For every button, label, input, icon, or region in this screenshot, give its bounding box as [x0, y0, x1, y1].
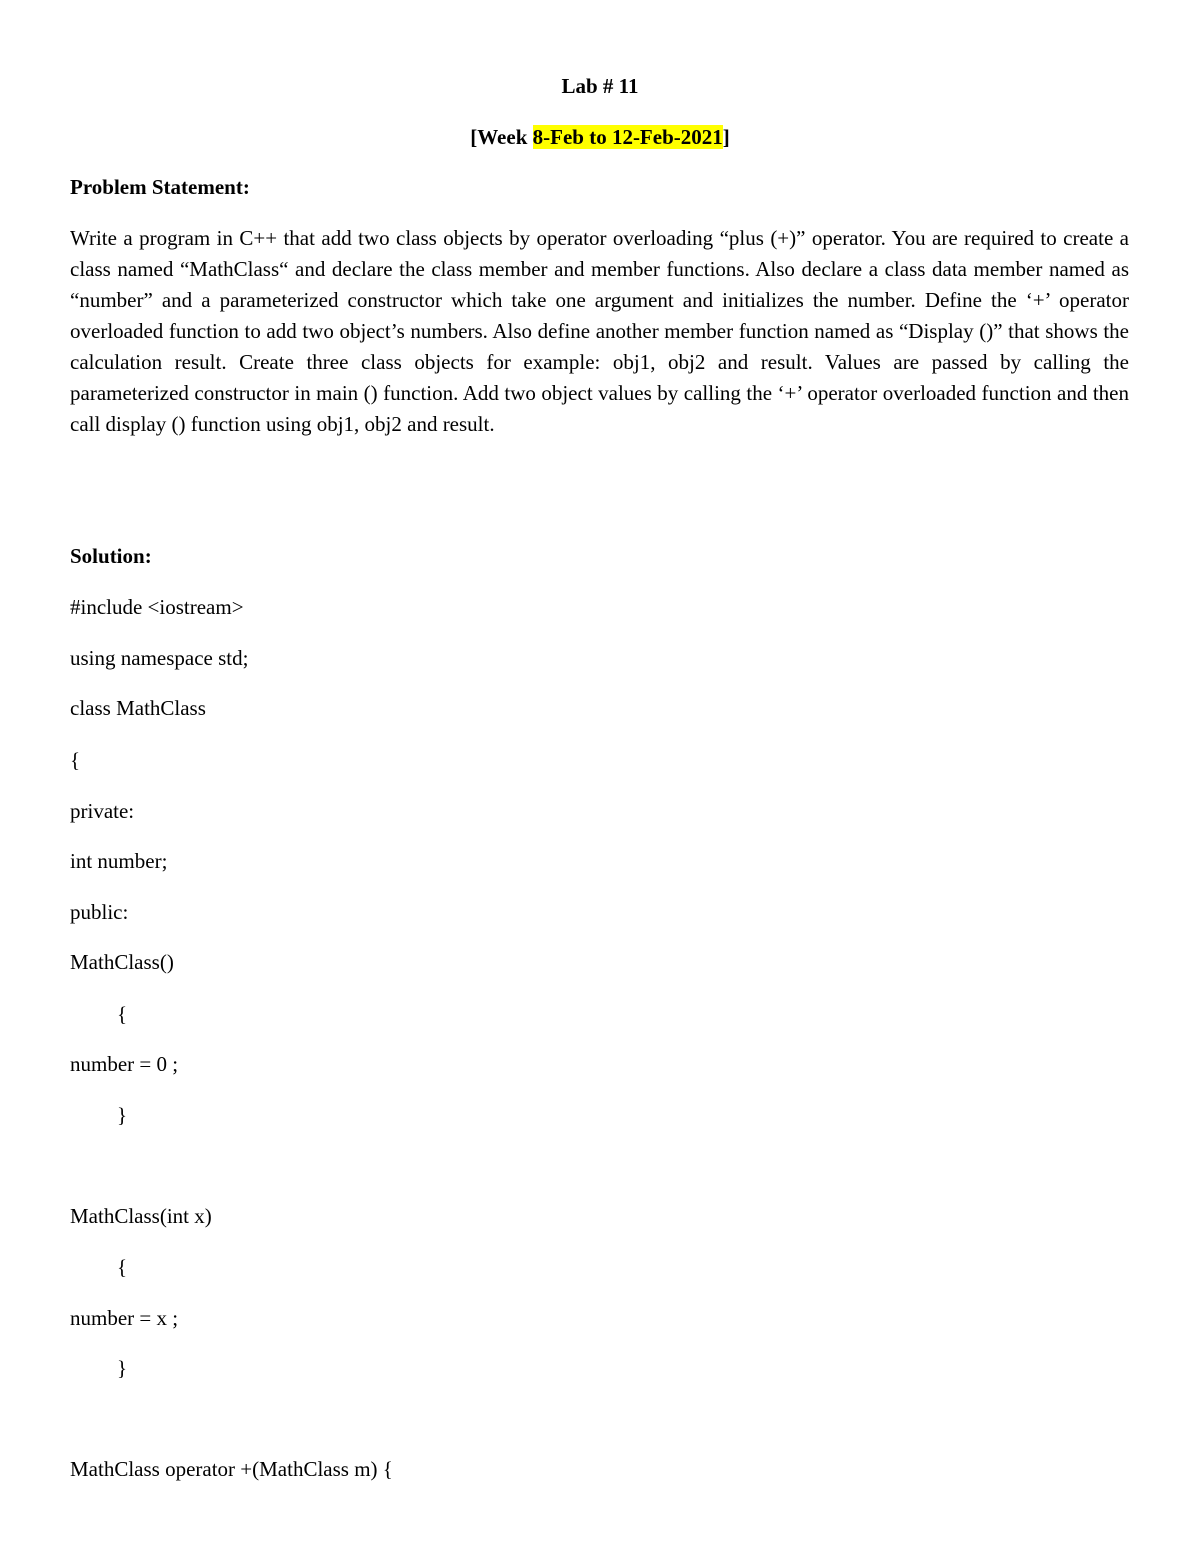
code-line-number-zero: number = 0 ;	[70, 1052, 179, 1076]
code-line-int-number: int number;	[70, 849, 168, 873]
code-line-default-ctor: MathClass()	[70, 950, 174, 974]
code-line-namespace: using namespace std;	[70, 646, 249, 670]
week-suffix: ]	[722, 125, 730, 149]
week-prefix: [Week	[470, 125, 533, 149]
code-line-public: public:	[70, 900, 129, 924]
code-line-param-ctor: MathClass(int x)	[70, 1204, 212, 1228]
code-line-number-x: number = x ;	[70, 1306, 179, 1330]
code-line-include: #include <iostream>	[70, 595, 244, 619]
code-line-class: class MathClass	[70, 696, 206, 720]
week-highlight: 8-Feb to 12-Feb-2021	[532, 125, 723, 149]
code-line-param-open: {	[117, 1255, 128, 1279]
code-line-ctor-close: }	[117, 1103, 128, 1127]
code-line-operator-plus: MathClass operator +(MathClass m) {	[70, 1457, 393, 1481]
code-line-param-close: }	[117, 1356, 128, 1380]
code-line-open-brace: {	[70, 748, 81, 772]
code-line-ctor-open: {	[117, 1002, 128, 1026]
code-line-private: private:	[70, 799, 135, 823]
week-range	[0, 123, 1200, 151]
lab-title: Lab # 11	[561, 74, 639, 98]
problem-paragraph: Write a program in C++ that add two class objects by operator overloading “plus (+)” operator. You are required to create a class named “MathClass“ and declare the class member and member functions. Also declare a class data member named as “number” and a parameterized constructor which take one argument and initializes the number. Define the ‘+’ operator overloaded function to add two object’s numbers. Also define another member function named as “Display ()” that shows the calculation result. Create three class objects for example: obj1, obj2 and result. Values are passed by calling the parameterized constructor in main () function. Add two object values by calling the ‘+’ operator overloaded function and then call display () function using obj1, obj2 and result.	[70, 226, 1129, 436]
solution-heading: Solution:	[70, 544, 152, 568]
problem-heading: Problem Statement:	[70, 175, 250, 199]
